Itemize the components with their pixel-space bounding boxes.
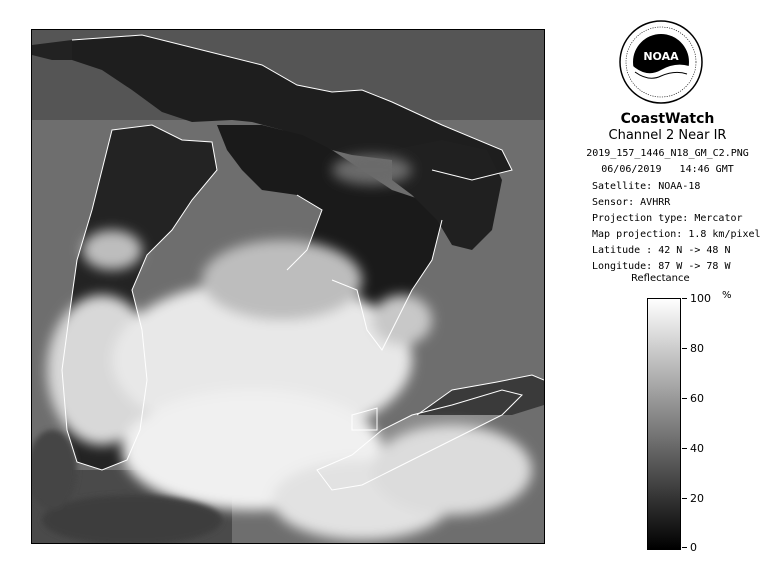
logo-center-text: NOAA — [643, 50, 679, 63]
colorbar-tick — [682, 348, 687, 349]
colorbar-tick-label: 20 — [690, 492, 704, 505]
colorbar-tick — [682, 498, 687, 499]
acquisition-datetime — [560, 163, 775, 176]
colorbar-tick — [682, 547, 687, 548]
colorbar-tick — [682, 448, 687, 449]
image-filename: 2019_157_1446_N18_GM_C2.PNG — [586, 148, 749, 159]
acquisition-date: 06/06/2019 — [601, 164, 662, 175]
colorbar-unit: % — [722, 290, 732, 301]
satellite-image — [31, 29, 545, 544]
legend-label: Reflectance — [631, 273, 690, 284]
colorbar-tick-label: 0 — [690, 541, 697, 554]
colorbar-tick-label: 100 — [690, 292, 711, 305]
colorbar-tick-label: 40 — [690, 442, 704, 455]
satellite-map — [32, 30, 544, 543]
product-title: CoastWatch — [620, 111, 715, 127]
noaa-logo-icon — [619, 20, 703, 104]
colorbar-tick — [682, 398, 687, 399]
colorbar-tick — [682, 298, 687, 299]
meta-satellite: Satellite: NOAA-18 — [592, 181, 701, 192]
channel-subtitle: Channel 2 Near IR — [608, 128, 727, 143]
colorbar-tick-label: 60 — [690, 392, 704, 405]
meta-projection-type: Projection type: Mercator — [592, 213, 743, 224]
meta-map-projection: Map projection: 1.8 km/pixel — [592, 229, 761, 240]
meta-latitude: Latitude : 42 N -> 48 N — [592, 245, 731, 256]
colorbar — [647, 298, 681, 550]
colorbar-tick-label: 80 — [690, 342, 704, 355]
meta-longitude: Longitude: 87 W -> 78 W — [592, 261, 731, 272]
acquisition-time: 14:46 GMT — [679, 164, 734, 175]
meta-sensor: Sensor: AVHRR — [592, 197, 671, 208]
